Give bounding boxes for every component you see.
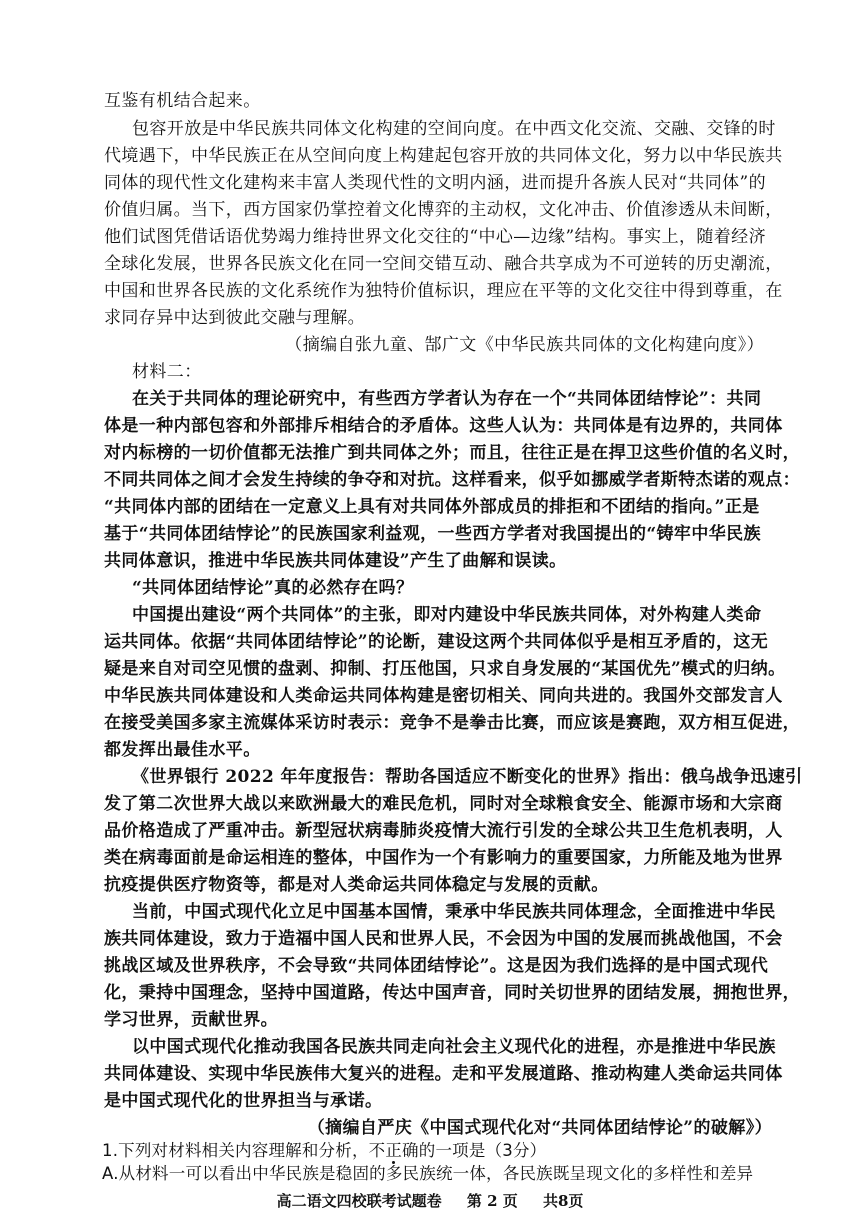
text-line: 同体的现代性文化建构来丰富人类现代性的文明内涵，进而提升各族人民对“共同体”的 (104, 173, 766, 193)
page-footer (0, 1190, 860, 1211)
text-line: 对内标榜的一切价值都无法推广到共同体之外；而且，往往正是在捍卫这些价值的名义时， (104, 443, 800, 463)
text-line: 全球化发展，世界各民族文化在同一空间交错互动、融合共享成为不可逆转的历史潮流， (104, 254, 783, 274)
text-line: 中国提出建设“两个共同体”的主张，即对内建设中华民族共同体，对外构建人类命 (132, 605, 762, 625)
text-line: 价值归属。当下，西方国家仍掌控着文化博弈的主动权，文化冲击、价值渗透从未间断， (104, 200, 783, 220)
text-line: 不同共同体之间才会发生持续的争夺和对抗。这样看来，似乎如挪威学者斯特杰诺的观点： (104, 470, 800, 490)
text-line: 学习世界，贡献世界。 (104, 1010, 278, 1030)
footer-page: 第 2 页 (466, 1192, 518, 1210)
text-line: 包容开放是中华民族共同体文化构建的空间向度。在中西文化交流、交融、交锋的时 (132, 119, 776, 139)
text-line: 代境遇下，中华民族正在从空间向度上构建起包容开放的共同体文化，努力以中华民族共 (104, 146, 783, 166)
text-line: 共同体意识，推进中华民族共同体建设”产生了曲解和误读。 (104, 551, 567, 571)
question-stem-text: 1.下列对材料相关内容理解和分析， (102, 1141, 369, 1160)
text-line: 运共同体。依据“共同体团结悖论”的论断，建设这两个共同体似乎是相互矛盾的，这无 (104, 632, 769, 652)
question-stem (102, 1140, 546, 1162)
text-line: 在关于共同体的理论研究中，有些西方学者认为存在一个“共同体团结悖论”：共同 (132, 389, 762, 409)
text-line: 当前，中国式现代化立足中国基本国情，秉承中华民族共同体理念，全面推进中华民 (132, 902, 776, 922)
section-heading: 材料二： (132, 362, 202, 382)
text-line: 求同存异中达到彼此交融与理解。 (104, 308, 365, 328)
text-line: 是中国式现代化的世界担当与承诺。 (104, 1091, 383, 1111)
text-line: 在接受美国多家主流媒体采访时表示：竞争不是拳击比赛，而应该是赛跑，双方相互促进， (104, 713, 800, 733)
question-stem-text: 的一项是（3分） (418, 1141, 547, 1160)
text-line: 他们试图凭借话语优势竭力维持世界文化交往的“中心—边缘”结构。事实上，随着经济 (104, 227, 766, 247)
footer-title: 高二语文四校联考试题卷 (276, 1192, 442, 1210)
text-line: 化，秉持中国理念，坚持中国道路，传达中国声音，同时关切世界的团结发展，拥抱世界， (104, 983, 800, 1003)
emphasis-text: 不正确 (368, 1141, 419, 1160)
source-citation: （摘编自张九童、郜广文《中华民族共同体的文化构建向度》） (285, 335, 764, 355)
option-a: A.从材料一可以看出中华民族是稳固的多民族统一体，各民族既呈现文化的多样性和差异 (102, 1164, 754, 1183)
text-line: 中华民族共同体建设和人类命运共同体构建是密切相关、同向共进的。我国外交部发言人 (104, 686, 783, 706)
text-line: 类在病毒面前是命运相连的整体，中国作为一个有影响力的重要国家，力所能及地为世界 (104, 848, 783, 868)
text-line: 挑战区域及世界秩序，不会导致“共同体团结悖论”。这是因为我们选择的是中国式现代 (104, 956, 769, 976)
text-line: 共同体建设、实现中华民族伟大复兴的进程。走和平发展道路、推动构建人类命运共同体 (104, 1064, 783, 1084)
text-line: “共同体内部的团结在一定意义上具有对共同体外部成员的排拒和不团结的指向。”正是 (104, 497, 760, 517)
text-line: 中国和世界各民族的文化系统作为独特价值标识，理应在平等的文化交往中得到尊重，在 (104, 281, 783, 301)
text-line: “共同体团结悖论”真的必然存在吗？ (132, 578, 414, 598)
text-line: 以中国式现代化推动我国各民族共同走向社会主义现代化的进程，亦是推进中华民族 (132, 1037, 776, 1057)
text-line: 互鉴有机结合起来。 (104, 91, 261, 111)
text-line: 族共同体建设，致力于造福中国人民和世界人民，不会因为中国的发展而挑战他国，不会 (104, 929, 783, 949)
footer-total: 共8页 (542, 1192, 584, 1210)
text-line: 体是一种内部包容和外部排斥相结合的矛盾体。这些人认为：共同体是有边界的，共同体 (104, 416, 783, 436)
text-line: 疑是来自对司空见惯的盘剥、抑制、打压他国，只求自身发展的“某国优先”模式的归纳。 (104, 659, 786, 679)
source-citation: （摘编自严庆《中国式现代化对“共同体团结悖论”的破解》） (307, 1118, 772, 1138)
text-line: 抗疫提供医疗物资等，都是对人类命运共同体稳定与发展的贡献。 (104, 875, 609, 895)
text-line: 都发挥出最佳水平。 (104, 740, 261, 760)
text-line: 品价格造成了严重冲击。新型冠状病毒肺炎疫情大流行引发的全球公共卫生危机表明，人 (104, 821, 783, 841)
text-line: 发了第二次世界大战以来欧洲最大的难民危机，同时对全球粮食安全、能源市场和大宗商 (104, 794, 783, 814)
text-line: 《世界银行 2022 年年度报告：帮助各国适应不断变化的世界》指出：俄乌战争迅速引 (132, 767, 803, 787)
text-line: 基于“共同体团结悖论”的民族国家利益观，一些西方学者对我国提出的“铸牢中华民族 (104, 524, 761, 544)
